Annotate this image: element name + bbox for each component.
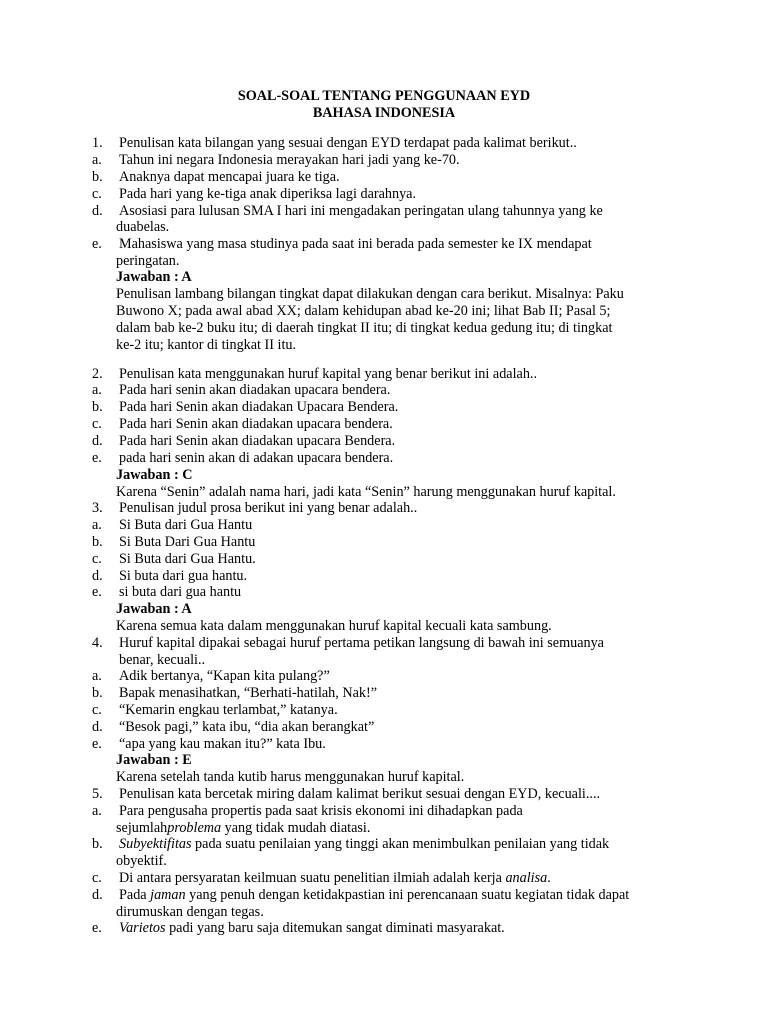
- option-label: e.: [92, 236, 102, 252]
- option-text: Bapak menasihatkan, “Berhati-hatilah, Nak!”: [119, 685, 378, 701]
- option-label: a.: [92, 517, 102, 533]
- option-text: Si Buta dari Gua Hantu.: [119, 551, 256, 567]
- explanation: Karena “Senin” adalah nama hari, jadi kata “Senin” harung menggunakan huruf kapital.: [116, 484, 616, 500]
- text-segment: sejumlah: [116, 820, 168, 836]
- option-label: d.: [92, 719, 103, 735]
- document-subtitle: BAHASA INDONESIA: [312, 105, 456, 121]
- italic-term: Subyektifitas: [119, 836, 192, 852]
- text-segment: .: [547, 870, 551, 886]
- option-label: b.: [92, 399, 103, 415]
- option-label: e.: [92, 450, 102, 466]
- option-text-continued: obyektif.: [116, 853, 167, 869]
- answer-key: Jawaban : A: [116, 269, 192, 285]
- option-text-continued: peringatan.: [116, 253, 180, 269]
- answer-key: Jawaban : E: [116, 752, 192, 768]
- text-segment: Pada: [119, 887, 151, 903]
- question-text: Huruf kapital dipakai sebagai huruf pertama petikan langsung di bawah ini semuanya: [119, 635, 604, 651]
- question-number: 4.: [92, 635, 103, 651]
- option-label: d.: [92, 568, 103, 584]
- question-number: 2.: [92, 366, 103, 382]
- option-text: Si Buta Dari Gua Hantu: [119, 534, 256, 550]
- option-text: Si buta dari gua hantu.: [119, 568, 248, 584]
- question-text: Penulisan judul prosa berikut ini yang benar adalah..: [119, 500, 418, 516]
- option-text: Pada hari Senin akan diadakan upacara Bendera.: [119, 433, 396, 449]
- option-text: si buta dari gua hantu: [119, 584, 242, 600]
- option-label: b.: [92, 685, 103, 701]
- option-text: Pada hari Senin akan diadakan upacara bendera.: [119, 416, 393, 432]
- text-segment: pada suatu penilaian yang tinggi akan menimbulkan penilaian yang tidak: [191, 836, 610, 852]
- option-text: Para pengusaha propertis pada saat krisis ekonomi ini dihadapkan pada: [119, 803, 523, 819]
- explanation: dalam bab ke-2 buku itu; di daerah tingkat II itu; di tingkat kedua gedung itu; di tingkat: [116, 320, 613, 336]
- option-text: Si Buta dari Gua Hantu: [119, 517, 253, 533]
- option-text: “Besok pagi,” kata ibu, “dia akan berangkat”: [119, 719, 375, 735]
- explanation: ke-2 itu; kantor di tingkat II itu.: [116, 337, 297, 353]
- italic-term: Varietos: [119, 920, 166, 936]
- option-label: d.: [92, 887, 103, 903]
- option-label: b.: [92, 534, 103, 550]
- option-text: Pada hari senin akan diadakan upacara bendera.: [119, 382, 391, 398]
- question-number: 1.: [92, 135, 103, 151]
- explanation: Buwono X; pada awal abad XX; dalam kehidupan abad ke-20 ini; lihat Bab II; Pasal 5;: [116, 303, 611, 319]
- option-label: a.: [92, 668, 102, 684]
- text-segment: yang tidak mudah diatasi.: [221, 820, 371, 836]
- option-label: c.: [92, 186, 102, 202]
- option-label: c.: [92, 416, 102, 432]
- italic-term: analisa: [505, 870, 548, 886]
- option-text: Tahun ini negara Indonesia merayakan hari jadi yang ke-70.: [119, 152, 460, 168]
- option-label: c.: [92, 702, 102, 718]
- option-label: b.: [92, 836, 103, 852]
- option-text: Asosiasi para lulusan SMA I hari ini mengadakan peringatan ulang tahunnya yang ke: [119, 203, 603, 219]
- option-label: d.: [92, 433, 103, 449]
- question-text: Penulisan kata menggunakan huruf kapital yang benar berikut ini adalah..: [119, 366, 538, 382]
- explanation: Karena setelah tanda kutib harus menggunakan huruf kapital.: [116, 769, 465, 785]
- question-number: 5.: [92, 786, 103, 802]
- option-text: Mahasiswa yang masa studinya pada saat ini berada pada semester ke IX mendapat: [119, 236, 592, 252]
- answer-key: Jawaban : A: [116, 601, 192, 617]
- option-text: Anaknya dapat mencapai juara ke tiga.: [119, 169, 340, 185]
- option-label: d.: [92, 203, 103, 219]
- option-text-continued: dirumuskan dengan tegas.: [116, 904, 264, 920]
- option-label: c.: [92, 870, 102, 886]
- question-number: 3.: [92, 500, 103, 516]
- italic-term: jaman: [150, 887, 186, 903]
- option-text: Adik bertanya, “Kapan kita pulang?”: [119, 668, 330, 684]
- text-segment: padi yang baru saja ditemukan sangat diminati masyarakat.: [165, 920, 505, 936]
- italic-term: problema: [167, 820, 222, 836]
- option-text: “apa yang kau makan itu?” kata Ibu.: [119, 736, 326, 752]
- option-label: c.: [92, 551, 102, 567]
- question-text-continued: benar, kecuali..: [119, 652, 206, 668]
- explanation: Penulisan lambang bilangan tingkat dapat dilakukan dengan cara berikut. Misalnya: Paku: [116, 286, 624, 302]
- option-text: [119, 920, 505, 937]
- option-text-continued: [116, 820, 370, 837]
- text-segment: Di antara persyaratan keilmuan suatu penelitian ilmiah adalah kerja: [119, 870, 506, 886]
- document-title: SOAL-SOAL TENTANG PENGGUNAAN EYD: [237, 88, 531, 104]
- question-text: Penulisan kata bilangan yang sesuai dengan EYD terdapat pada kalimat berikut..: [119, 135, 577, 151]
- explanation: Karena semua kata dalam menggunakan huruf kapital kecuali kata sambung.: [116, 618, 552, 634]
- option-label: e.: [92, 736, 102, 752]
- option-label: a.: [92, 382, 102, 398]
- option-text: Pada hari Senin akan diadakan Upacara Bendera.: [119, 399, 399, 415]
- option-text: [119, 870, 551, 887]
- option-label: a.: [92, 803, 102, 819]
- option-label: e.: [92, 920, 102, 936]
- option-label: a.: [92, 152, 102, 168]
- option-label: e.: [92, 584, 102, 600]
- text-segment: yang penuh dengan ketidakpastian ini perencanaan suatu kegiatan tidak dapat: [185, 887, 630, 903]
- option-text: [119, 887, 629, 904]
- option-text: [119, 836, 609, 853]
- option-text-continued: duabelas.: [116, 219, 170, 235]
- option-label: b.: [92, 169, 103, 185]
- option-text: “Kemarin engkau terlambat,” katanya.: [119, 702, 338, 718]
- option-text: Pada hari yang ke-tiga anak diperiksa lagi darahnya.: [119, 186, 417, 202]
- answer-key: Jawaban : C: [116, 467, 193, 483]
- question-text: Penulisan kata bercetak miring dalam kalimat berikut sesuai dengan EYD, kecuali....: [119, 786, 601, 802]
- option-text: pada hari senin akan di adakan upacara bendera.: [119, 450, 394, 466]
